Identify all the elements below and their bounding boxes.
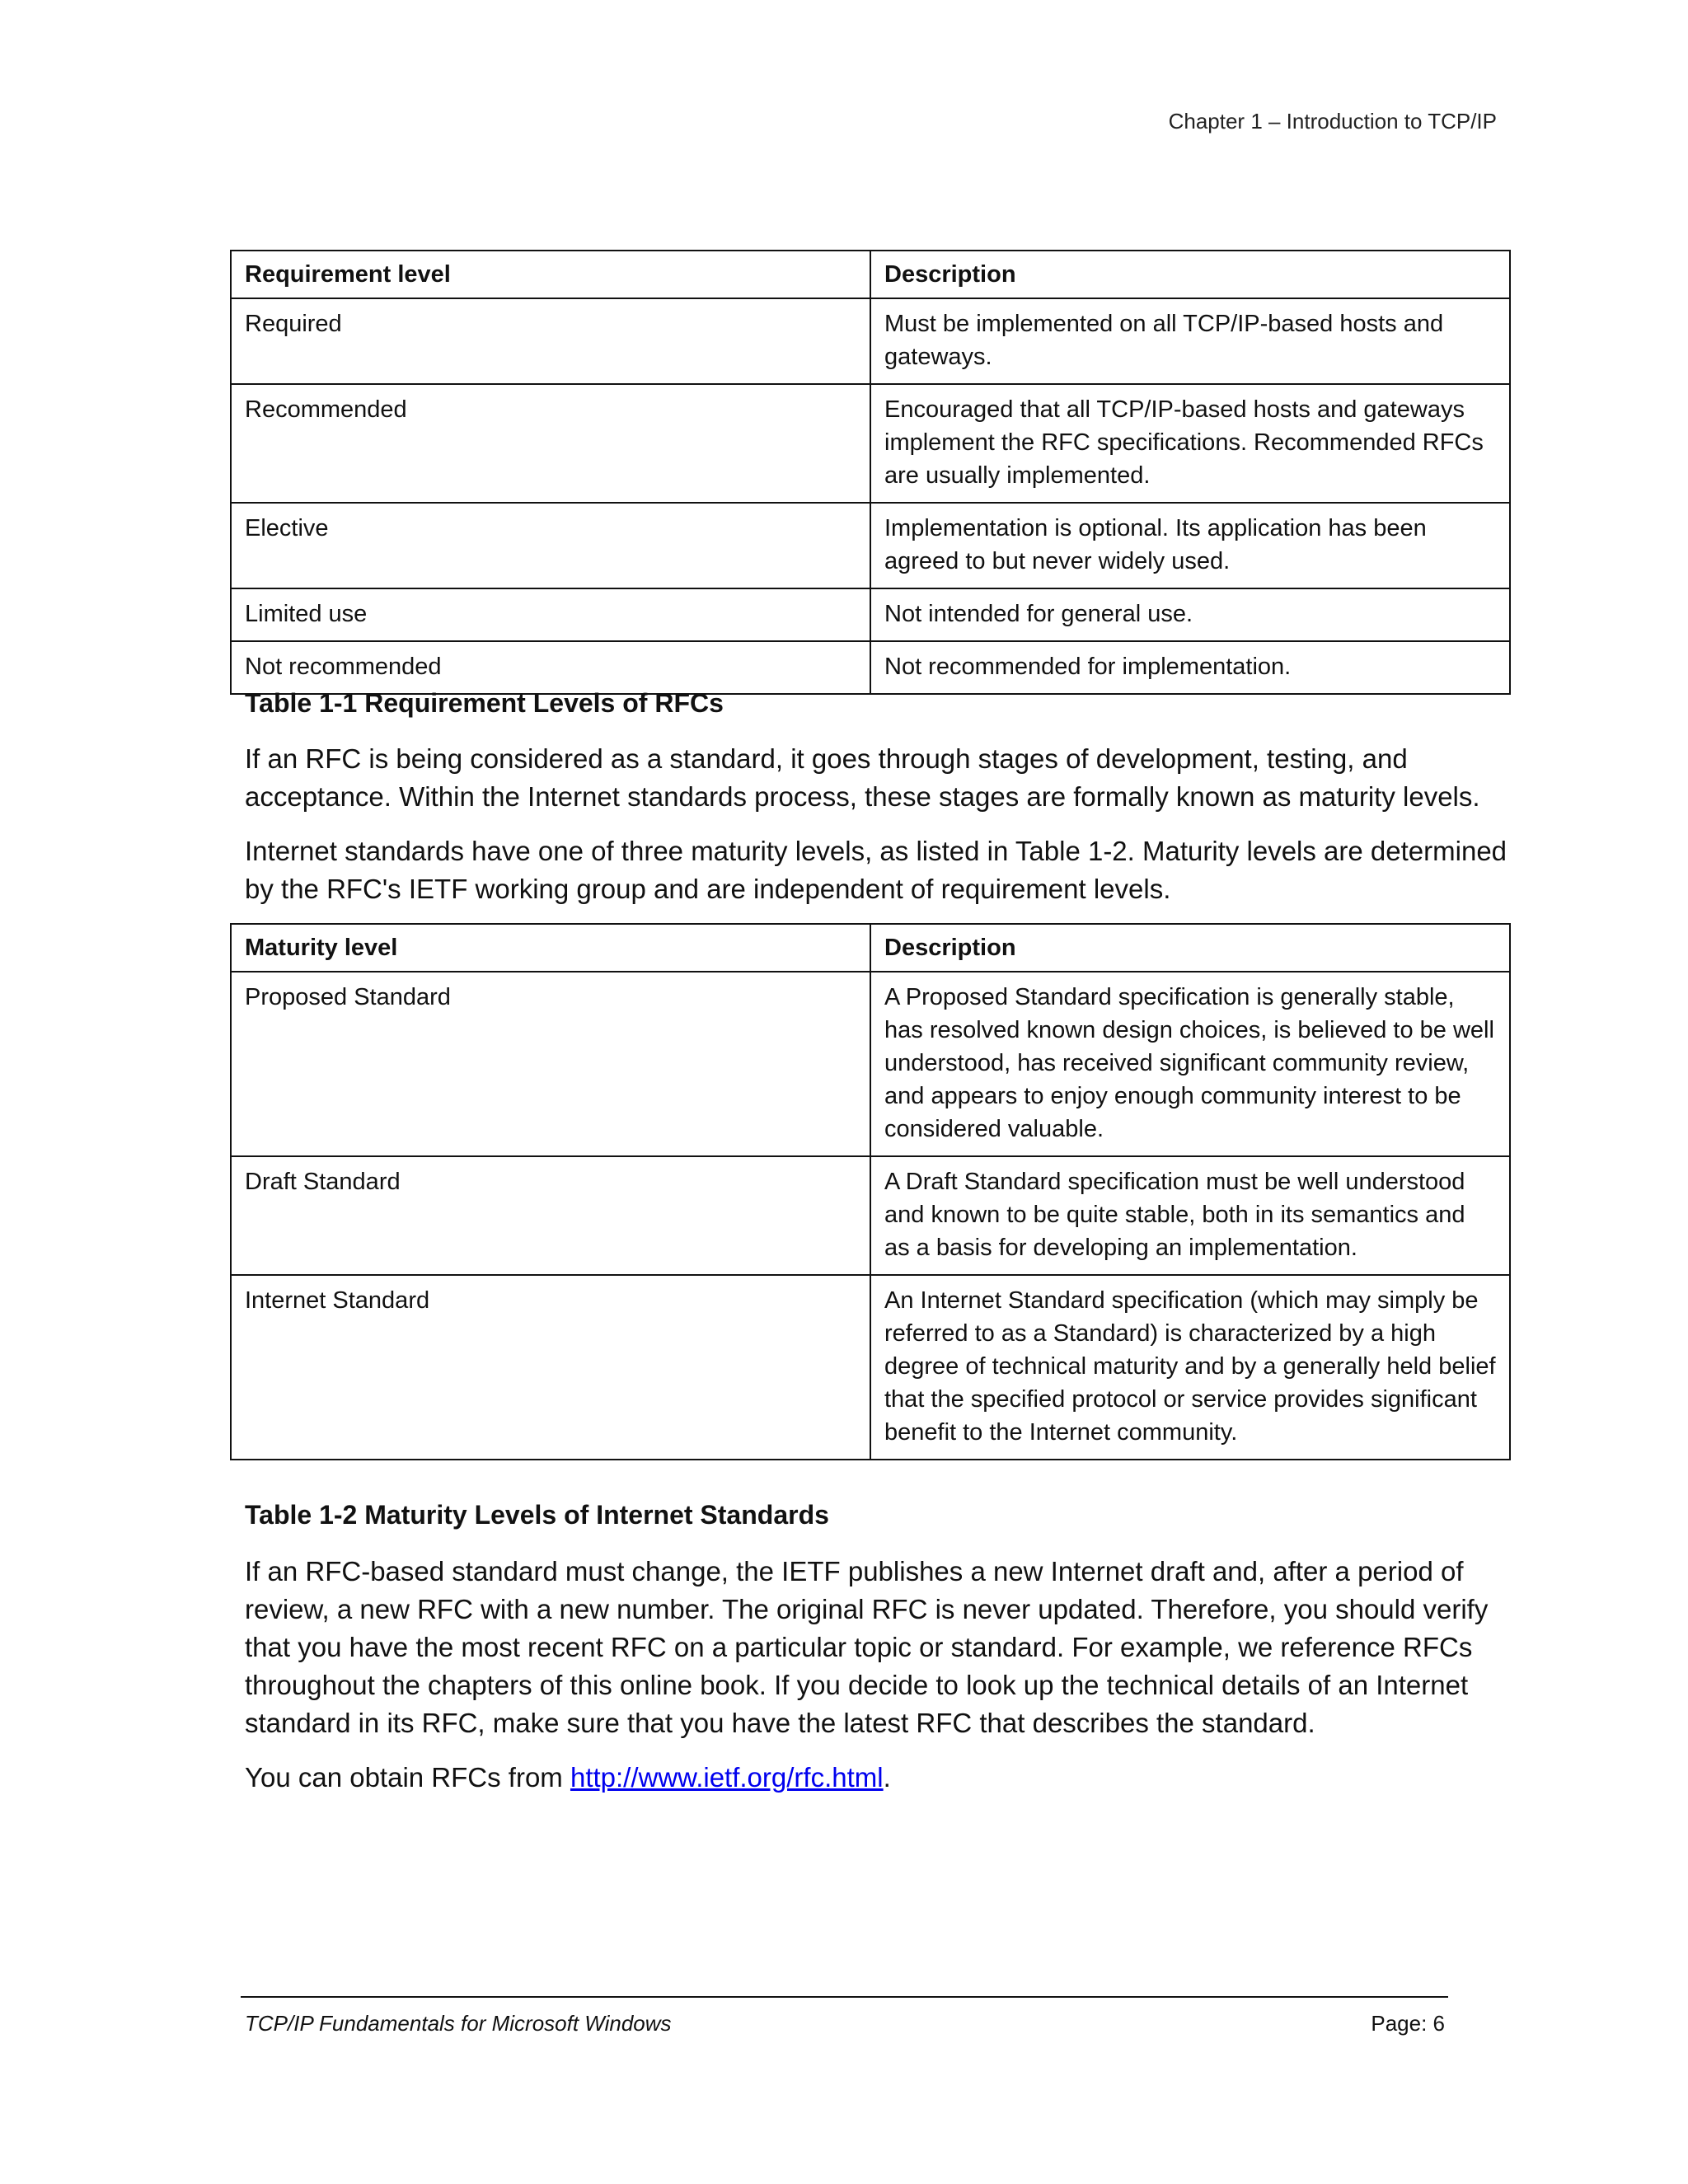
column-header: Maturity level	[231, 924, 870, 972]
rfc-link[interactable]: http://www.ietf.org/rfc.html	[570, 1762, 884, 1793]
table-row	[231, 503, 1510, 588]
description-cell: An Internet Standard specification (which may simply be referred to as a Standard) is characterized by a high degree of technical maturity and by a generally held belief that the specified protocol or service provides significant benefit to the Internet community.	[870, 1275, 1510, 1460]
column-header: Description	[870, 924, 1510, 972]
table-1-caption: Table 1-1 Requirement Levels of RFCs	[245, 688, 724, 718]
table-row	[231, 972, 1510, 1156]
description-cell: Implementation is optional. Its application has been agreed to but never widely used.	[870, 503, 1510, 588]
requirement-levels-table	[230, 250, 1511, 695]
description-cell: Not intended for general use.	[870, 588, 1510, 641]
table-header-row	[231, 251, 1510, 298]
footer-book-title: TCP/IP Fundamentals for Microsoft Windows	[245, 2011, 672, 2036]
description-cell: Not recommended for implementation.	[870, 641, 1510, 694]
table-row	[231, 384, 1510, 503]
paragraph-rfc-changes: If an RFC-based standard must change, the IETF publishes a new Internet draft and, after a period of review, a new RFC with a new number. The original RFC is never updated. Therefore, you should verify that you have the most recent RFC on a particular topic or standard. For example, we reference RFCs throughout the chapters of this online book. If you decide to look up the technical details of an Internet standard in its RFC, make sure that you have the latest RFC that describes the standard.	[245, 1556, 1489, 1738]
paragraph-maturity-levels: Internet standards have one of three maturity levels, as listed in Table 1-2. Maturity levels are determined by the RFC's IETF working group and are independent of requirement levels.	[245, 836, 1507, 904]
running-header: Chapter 1 – Introduction to TCP/IP	[1168, 109, 1497, 134]
obtain-rfcs-text: You can obtain RFCs from	[245, 1762, 570, 1793]
maturity-levels-table	[230, 923, 1511, 1460]
description-cell: A Proposed Standard specification is generally stable, has resolved known design choices, is believed to be well understood, has received significant community review, and appears to enjoy enough community interest to be considered valuable.	[870, 972, 1510, 1156]
footer-divider	[241, 1996, 1448, 1998]
table-row	[231, 1156, 1510, 1275]
footer-page-number: Page: 6	[1371, 2011, 1445, 2036]
table-row	[231, 1275, 1510, 1460]
table-2-caption: Table 1-2 Maturity Levels of Internet Standards	[245, 1500, 829, 1530]
description-cell: Must be implemented on all TCP/IP-based hosts and gateways.	[870, 298, 1510, 384]
obtain-rfcs-period: .	[883, 1762, 891, 1793]
maturity-level-cell: Proposed Standard	[231, 972, 870, 1156]
maturity-level-cell: Internet Standard	[231, 1275, 870, 1460]
table-row	[231, 641, 1510, 694]
paragraph-stages: If an RFC is being considered as a standard, it goes through stages of development, testing, and acceptance. Within the Internet standards process, these stages are formally known as maturity levels.	[245, 743, 1480, 812]
table-row	[231, 298, 1510, 384]
description-cell: A Draft Standard specification must be well understood and known to be quite stable, both in its semantics and as a basis for developing an implementation.	[870, 1156, 1510, 1275]
table-header-row	[231, 924, 1510, 972]
description-cell: Encouraged that all TCP/IP-based hosts and gateways implement the RFC specifications. Recommended RFCs are usually implemented.	[870, 384, 1510, 503]
column-header: Requirement level	[231, 251, 870, 298]
table-row	[231, 588, 1510, 641]
requirement-level-cell: Elective	[231, 503, 870, 588]
maturity-level-cell: Draft Standard	[231, 1156, 870, 1275]
paragraph-obtain-rfcs	[245, 1759, 1514, 1797]
requirement-level-cell: Required	[231, 298, 870, 384]
requirement-level-cell: Not recommended	[231, 641, 870, 694]
requirement-level-cell: Recommended	[231, 384, 870, 503]
requirement-level-cell: Limited use	[231, 588, 870, 641]
column-header: Description	[870, 251, 1510, 298]
